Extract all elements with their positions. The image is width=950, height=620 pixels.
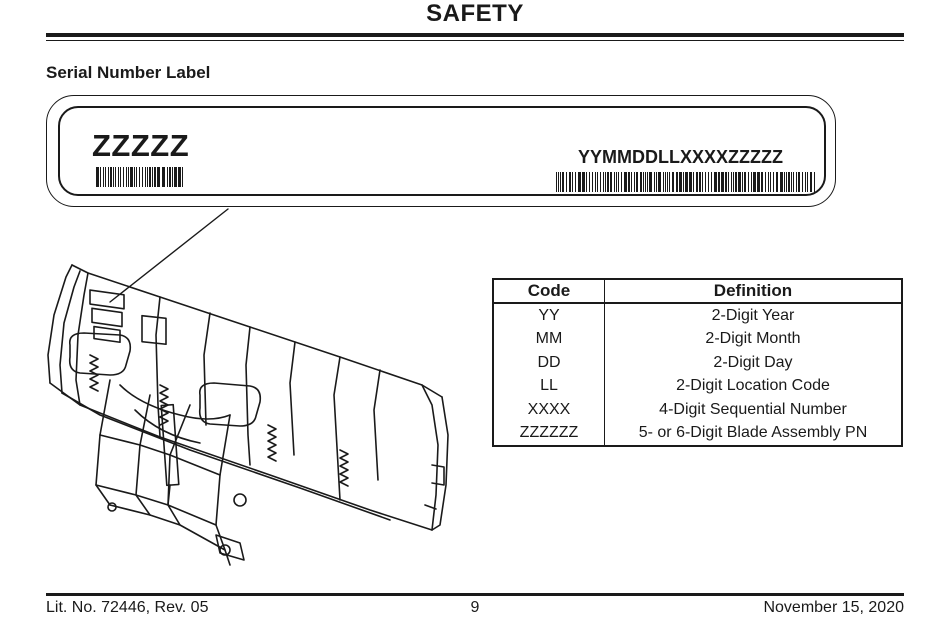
barcode-bar xyxy=(172,167,173,187)
table-row xyxy=(493,398,902,422)
barcode-bar xyxy=(683,172,684,192)
page-title: SAFETY xyxy=(426,0,524,27)
barcode-bar xyxy=(589,172,590,192)
barcode-bar xyxy=(796,172,797,192)
barcode-bar xyxy=(757,172,760,192)
barcode-bar xyxy=(110,167,112,187)
code-cell: XXXX xyxy=(493,398,605,422)
barcode-bar xyxy=(714,172,717,192)
table-row xyxy=(493,328,902,352)
barcode-bar xyxy=(128,167,129,187)
barcode-icon xyxy=(96,167,184,187)
barcode-bar xyxy=(578,172,581,192)
barcode-bar xyxy=(115,167,116,187)
barcode-bar xyxy=(586,172,587,192)
barcode-bar xyxy=(786,172,787,192)
barcode-bar xyxy=(636,172,638,192)
table-row xyxy=(493,375,902,399)
code-cell: MM xyxy=(493,328,605,352)
barcode-bar xyxy=(765,172,766,192)
barcode-bar xyxy=(134,167,135,187)
barcode-bar xyxy=(566,172,567,192)
barcode-bar xyxy=(167,167,168,187)
barcode-bar xyxy=(685,172,688,192)
barcode-bar xyxy=(784,172,785,192)
code-cell: YY xyxy=(493,303,605,328)
section-heading: Serial Number Label xyxy=(46,63,211,82)
table-row xyxy=(493,303,902,328)
barcode-bar xyxy=(154,167,156,187)
barcode-bar xyxy=(728,172,729,192)
barcode-bar xyxy=(663,172,664,192)
serial-format-text: YYMMDDLLXXXXZZZZZ xyxy=(578,147,783,167)
table-row xyxy=(493,351,902,375)
barcode-bar xyxy=(802,172,803,192)
barcode-bar xyxy=(696,172,698,192)
barcode-bar xyxy=(162,167,165,187)
barcode-bar xyxy=(667,172,668,192)
barcode-bar xyxy=(656,172,657,192)
code-cell: ZZZZZZ xyxy=(493,422,605,447)
barcode-bar xyxy=(558,172,559,192)
barcode-bar xyxy=(600,172,601,192)
column-header-definition: Definition xyxy=(605,279,903,303)
barcode-bar xyxy=(649,172,652,192)
definition-cell: 4-Digit Sequential Number xyxy=(659,400,847,418)
barcode-bar xyxy=(640,172,642,192)
snowplow-illustration xyxy=(40,205,460,590)
barcode-bar xyxy=(711,172,712,192)
barcode-bar xyxy=(770,172,771,192)
barcode-bar xyxy=(753,172,756,192)
table-row xyxy=(493,422,902,447)
barcode-bar xyxy=(780,172,783,192)
barcode-bar xyxy=(178,167,181,187)
definition-cell: 5- or 6-Digit Blade Assembly PN xyxy=(638,424,868,442)
barcode-bar xyxy=(761,172,763,192)
barcode-icon xyxy=(556,172,816,192)
barcode-bar xyxy=(142,167,143,187)
barcode-bar xyxy=(669,172,670,192)
barcode-bar xyxy=(624,172,627,192)
barcode-bar xyxy=(139,167,140,187)
barcode-bar xyxy=(120,167,121,187)
footer-lit-number: Lit. No. 72446, Rev. 05 xyxy=(46,599,209,616)
barcode-bar xyxy=(631,172,632,192)
barcode-bar xyxy=(807,172,808,192)
barcode-bar xyxy=(658,172,661,192)
barcode-bar xyxy=(751,172,752,192)
barcode-bar xyxy=(96,167,99,187)
barcode-bar xyxy=(621,172,622,192)
header-rule xyxy=(46,33,904,37)
barcode-bar xyxy=(676,172,678,192)
column-header-code: Code xyxy=(493,279,605,303)
barcode-bar xyxy=(569,172,571,192)
definition-cell: 2-Digit Day xyxy=(713,353,793,371)
footer-page-number: 9 xyxy=(470,599,480,616)
barcode-bar xyxy=(733,172,734,192)
barcode-bar xyxy=(595,172,596,192)
barcode-bar xyxy=(773,172,774,192)
barcode-bar xyxy=(149,167,151,187)
barcode-bar xyxy=(654,172,655,192)
barcode-bar xyxy=(679,172,682,192)
barcode-bar xyxy=(130,167,133,187)
barcode-bar xyxy=(123,167,124,187)
barcode-bar xyxy=(748,172,749,192)
barcode-bar xyxy=(126,167,127,187)
barcode-bar xyxy=(788,172,790,192)
barcode-bar xyxy=(182,167,183,187)
header-rule-thin xyxy=(46,40,904,41)
definition-cell: 2-Digit Year xyxy=(711,306,795,324)
barcode-bar xyxy=(634,172,635,192)
table-header-row xyxy=(493,279,902,303)
barcode-bar xyxy=(560,172,561,192)
barcode-bar xyxy=(643,172,644,192)
barcode-bar xyxy=(718,172,720,192)
barcode-bar xyxy=(628,172,630,192)
barcode-bar xyxy=(147,167,148,187)
barcode-bar xyxy=(699,172,701,192)
barcode-bar xyxy=(705,172,706,192)
barcode-bar xyxy=(689,172,692,192)
barcode-bar xyxy=(768,172,769,192)
barcode-bar xyxy=(744,172,746,192)
barcode-bar xyxy=(572,172,573,192)
barcode-bar xyxy=(645,172,646,192)
barcode-bar xyxy=(693,172,694,192)
barcode-bar xyxy=(805,172,806,192)
barcode-bar xyxy=(647,172,648,192)
code-definition-table xyxy=(492,278,903,447)
barcode-bar xyxy=(157,167,160,187)
barcode-bar xyxy=(814,172,815,192)
barcode-bar xyxy=(742,172,743,192)
barcode-bar xyxy=(145,167,146,187)
barcode-bar xyxy=(810,172,812,192)
barcode-bar xyxy=(708,172,709,192)
definition-cell: 2-Digit Month xyxy=(705,330,801,348)
barcode-bar xyxy=(791,172,792,192)
barcode-bar xyxy=(665,172,666,192)
barcode-bar xyxy=(605,172,606,192)
definition-cell: 2-Digit Location Code xyxy=(676,377,830,395)
barcode-bar xyxy=(118,167,119,187)
barcode-bar xyxy=(616,172,617,192)
barcode-bar xyxy=(731,172,732,192)
barcode-bar xyxy=(169,167,171,187)
barcode-bar xyxy=(610,172,612,192)
barcode-bar xyxy=(582,172,585,192)
barcode-bar xyxy=(108,167,109,187)
barcode-bar xyxy=(702,172,703,192)
barcode-bar xyxy=(672,172,674,192)
barcode-bar xyxy=(575,172,576,192)
barcode-bar xyxy=(776,172,778,192)
barcode-bar xyxy=(793,172,794,192)
footer-rule xyxy=(46,593,904,596)
footer-date: November 15, 2020 xyxy=(763,599,904,616)
barcode-bar xyxy=(100,167,101,187)
barcode-bar xyxy=(113,167,114,187)
barcode-bar xyxy=(105,167,106,187)
barcode-bar xyxy=(721,172,724,192)
barcode-bar xyxy=(798,172,800,192)
barcode-bar xyxy=(597,172,598,192)
barcode-bar xyxy=(735,172,737,192)
barcode-bar xyxy=(556,172,557,192)
barcode-bar xyxy=(592,172,593,192)
barcode-bar xyxy=(174,167,177,187)
barcode-bar xyxy=(618,172,619,192)
barcode-bar xyxy=(614,172,615,192)
barcode-bar xyxy=(738,172,741,192)
barcode-bar xyxy=(725,172,727,192)
code-cell: DD xyxy=(493,351,605,375)
barcode-bar xyxy=(603,172,604,192)
barcode-bar xyxy=(562,172,564,192)
part-number-placeholder: ZZZZZ xyxy=(92,128,190,163)
barcode-bar xyxy=(103,167,104,187)
barcode-bar xyxy=(136,167,137,187)
code-cell: LL xyxy=(493,375,605,399)
barcode-bar xyxy=(152,167,153,187)
barcode-bar xyxy=(607,172,609,192)
